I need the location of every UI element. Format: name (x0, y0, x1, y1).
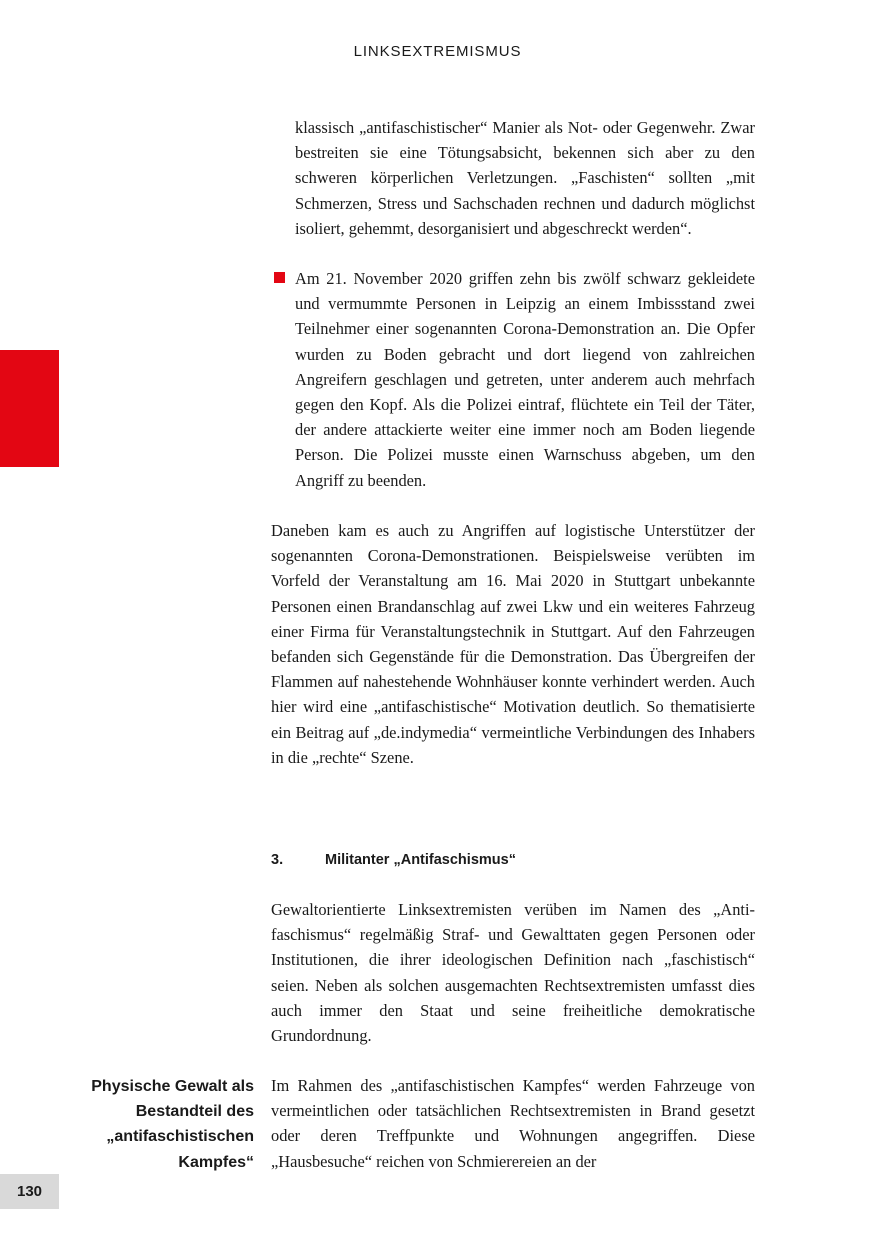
bullet-1-continuation: klassisch „antifaschistischer“ Manier als Not- oder Gegenwehr. Zwar bestreiten sie eine Tötungsabsicht, bekennen sich aber zu den schweren körperlichen Verletzungen. „Faschisten“ sollten „mit Schmerzen, Stress und Sachschaden rechnen und dadurch möglichst isoliert, gehemmt, desorganisiert und abgeschreckt werden“. (295, 118, 755, 238)
bullet-2-text: Am 21. November 2020 griffen zehn bis zwölf schwarz gekleidete und vermummte Personen in Leipzig an einem Imbissstand zwei Teilnehmer einer sogenannten Corona-Demonstration an. Die Opfer wurden zu Boden gebracht und dort liegend von zahlreichen Angreifern geschlagen und getreten, unter anderem auch mehrfach gegen den Kopf. Als die Polizei eintraf, flüchtete ein Teil der Täter, der andere attackierte weiter eine immer noch am Boden liegende Person. Die Polizei musste einen Warnschuss abgeben, um den Angriff zu beenden. (295, 269, 755, 490)
bullet-square-icon (274, 272, 285, 283)
section-title: Militanter „Antifaschismus“ (325, 852, 516, 868)
paragraph-rahmen: Im Rahmen des „antifaschistischen Kampfes“ werden Fahrzeuge von vermeintlichen oder tatsächlichen Rechtsextremisten in Brand gesetzt oder deren Treffpunkte und Wohnungen angegriffen. Diese „Hausbesuche“ reichen von Schmierereien an der (271, 1076, 755, 1171)
chapter-tab-marker (0, 350, 59, 467)
section-number: 3. (271, 852, 284, 868)
paragraph-gewalt: Gewaltorientierte Linksextremisten verüben im Namen des „Antifaschismus“ regelmäßig Straf- und Gewalttaten gegen Personen oder Institutionen, die ihrer ideologischen Definition nach „faschistisch“ seien. Neben als solchen ausgemachten Rechtsextremisten umfasst dies auch immer den Staat und seine freiheitliche demokratische Grundordnung. (271, 900, 755, 1046)
running-head: LINKSEXTREMISMUS (353, 43, 522, 60)
page-number: 130 (0, 1174, 59, 1209)
margin-note: Physische Gewalt als Bestandteil des „antifaschistischen Kampfes“ (91, 1078, 254, 1171)
paragraph-daneben: Daneben kam es auch zu Angriffen auf logistische Unterstützer der sogenannten Corona-Demonstrationen. Beispielsweise verübten im Vorfeld der Veranstaltung am 16. Mai 2020 in Stuttgart unbekannte Personen einen Brandanschlag auf zwei Lkw und ein weiteres Fahrzeug einer Firma für Veranstaltungstechnik in Stuttgart. Auf den Fahrzeugen befanden sich Gegenstände für die Demonstration. Das Übergreifen der Flammen auf nahestehende Wohnhäuser konnte verhindert werden. Auch hier wird eine „antifaschistische“ Motivation deutlich. So thematisierte ein Beitrag auf „de.indymedia“ vermeintliche Verbindungen des Inhabers in die „rechte“ Szene. (271, 521, 755, 767)
